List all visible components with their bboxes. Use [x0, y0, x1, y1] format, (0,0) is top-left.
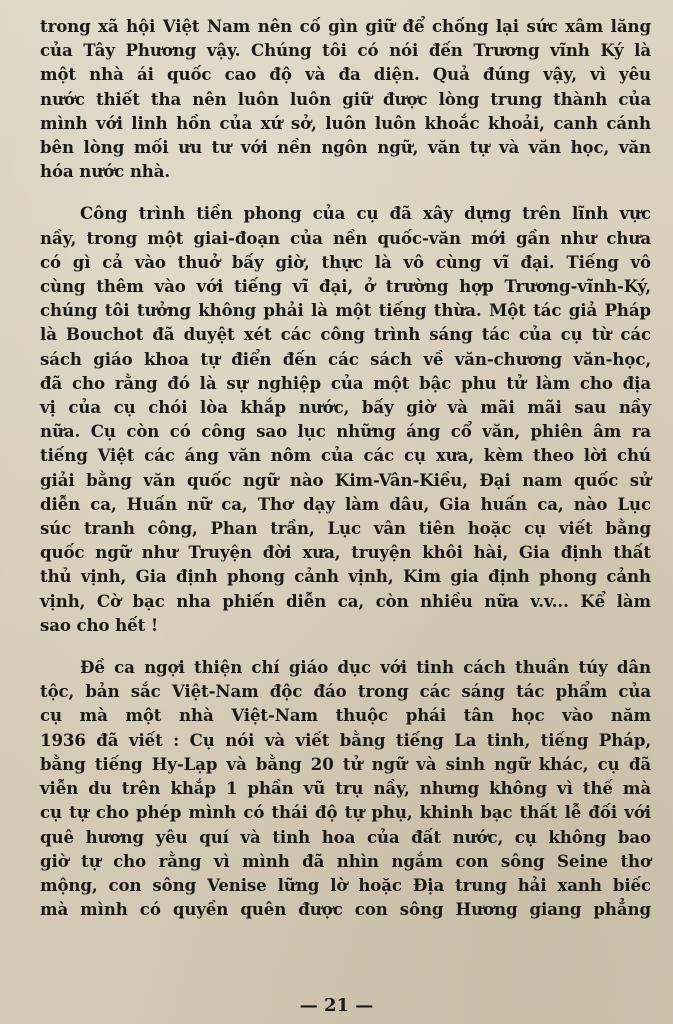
- text-line: diễn ca, Huấn nữ ca, Thơ dạy làm dâu, Gia huấn ca, nào Lục: [40, 493, 651, 514]
- text-line: của Tây Phương vậy. Chúng tôi có nói đến Trương vĩnh Ký là: [40, 40, 651, 61]
- text-line: nước thiết tha nên luôn luôn giữ được lòng trung thành của: [40, 88, 651, 109]
- text-line: vịnh, Cờ bạc nha phiến diễn ca, còn nhiều nữa v.v... Kể làm: [40, 590, 651, 611]
- text-line: viễn du trên khắp 1 phần vũ trụ nầy, nhưng không vì thế mà: [40, 778, 651, 799]
- text-line: tộc, bản sắc Việt-Nam độc đáo trong các sáng tác phẩm của: [40, 681, 651, 702]
- text-line: nầy, trong một giai-đoạn của nền quốc-văn mới gần như chưa: [40, 227, 651, 248]
- text-line: mình với linh hồn của xứ sở, luôn luôn khoắc khoải, canh cánh: [40, 112, 651, 133]
- text-line: một nhà ái quốc cao độ và đa diện. Quả đúng vậy, vì yêu: [40, 64, 651, 85]
- text-line: Đề ca ngợi thiện chí giáo dục với tinh cách thuần túy dân: [80, 657, 651, 678]
- text-line: đã cho rằng đó là sự nghiệp của một bậc phu tử làm cho địa: [40, 372, 651, 393]
- paragraph-1: [40, 14, 651, 183]
- page-number: — 21 —: [299, 995, 374, 1016]
- text-line: cùng thêm vào với tiếng vĩ đại, ở trường hợp Trương-vĩnh-Ký,: [40, 276, 651, 297]
- text-line: mộng, con sông Venise lững lờ hoặc Địa trung hải xanh biếc: [40, 874, 651, 895]
- text-line: là Bouchot đã duyệt xét các công trình sáng tác của cụ từ các: [40, 324, 651, 345]
- text-line: sách giáo khoa tự điển đến các sách về văn-chương văn-học,: [40, 348, 651, 369]
- paragraph-3: [40, 655, 651, 921]
- text-line: trong xã hội Việt Nam nên cố gìn giữ để chống lại sức xâm lăng: [40, 16, 651, 36]
- text-line: 1936 đã viết : Cụ nói và viết bằng tiếng La tinh, tiếng Pháp,: [40, 729, 651, 750]
- text-line: quê hương yêu quí và tinh hoa của đất nước, cụ không bao: [40, 826, 651, 847]
- text-line: cụ tự cho phép mình có thái độ tự phụ, khinh bạc thất lễ đối với: [40, 802, 651, 823]
- text-line: nữa. Cụ còn có công sao lục những áng cổ văn, phiên âm ra: [40, 421, 651, 442]
- paragraph-2: [40, 201, 651, 637]
- text-line: sao cho hết !: [40, 614, 159, 635]
- text-line: mà mình có quyền quên được con sông Hương giang phẳng: [40, 899, 651, 920]
- text-line: bên lòng mối ưu tư với nền ngôn ngữ, văn tự và văn học, văn: [40, 137, 651, 158]
- text-line: quốc ngữ như Truyện đời xưa, truyện khôi hài, Gia định thất: [40, 542, 651, 563]
- text-line: có gì cả vào thuở bấy giờ, thực là vô cùng vĩ đại. Tiếng vô: [40, 251, 651, 272]
- text-line: giờ tự cho rằng vì mình đã nhìn ngắm con sông Seine thơ: [40, 850, 651, 871]
- text-line: giải bằng văn quốc ngữ nào Kim-Vân-Kiều, Đại nam quốc sử: [40, 469, 651, 490]
- text-line: cụ mà một nhà Việt-Nam thuộc phái tân học vào năm: [40, 705, 651, 726]
- text-line: thủ vịnh, Gia định phong cảnh vịnh, Kim gia định phong cảnh: [40, 566, 651, 587]
- text-line: súc tranh công, Phan trần, Lục vân tiên hoặc cụ viết bằng: [40, 518, 651, 539]
- text-line: Công trình tiền phong của cụ đã xây dựng trên lĩnh vực: [80, 203, 651, 224]
- text-line: tiếng Việt các áng văn nôm của các cụ xưa, kèm theo lời chú: [40, 445, 651, 466]
- text-line: bằng tiếng Hy-Lạp và bằng 20 tử ngữ và sinh ngữ khác, cụ đã: [40, 753, 651, 774]
- text-line: vị của cụ chói lòa khắp nước, bấy giờ và mãi mãi sau nầy: [40, 397, 651, 418]
- text-line: chúng tôi tưởng không phải là một tiếng thừa. Một tác giả Pháp: [40, 300, 651, 321]
- text-line: hóa nước nhà.: [40, 161, 171, 182]
